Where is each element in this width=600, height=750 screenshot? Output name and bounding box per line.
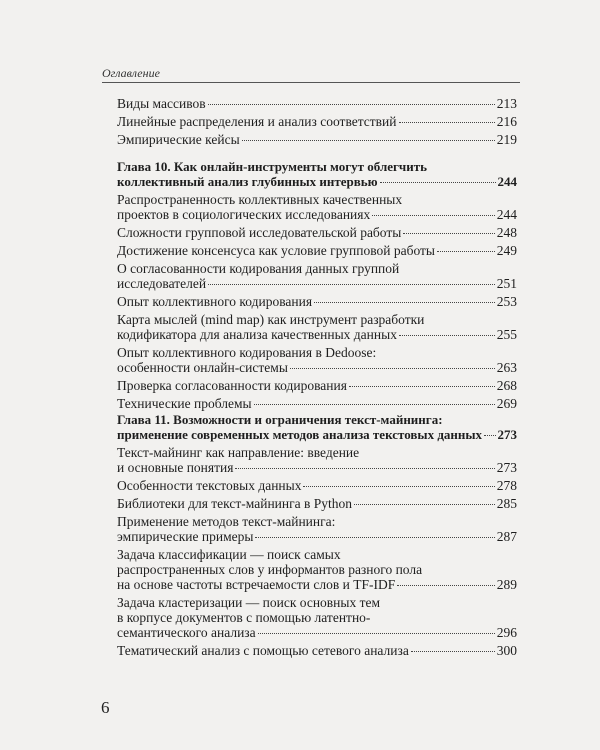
toc-entry-title: и основные понятия	[117, 460, 234, 475]
toc-entry-title: Глава 11. Возможности и ограничения текст-майнинга:	[117, 412, 443, 427]
toc-entry-title: Достижение консенсуса как условие групповой работы	[117, 243, 435, 258]
toc-entry-line	[117, 577, 517, 592]
dot-leader	[403, 233, 494, 234]
toc-page-number: 244	[497, 174, 517, 189]
toc-page-number: 269	[496, 396, 517, 411]
toc-entry	[117, 595, 517, 640]
toc-entry-title: Задача кластеризации — поиск основных тем	[117, 595, 381, 610]
toc-entry-title: Тематический анализ с помощью сетевого анализа	[117, 643, 409, 658]
toc-entry	[117, 294, 517, 309]
dot-leader	[372, 215, 495, 216]
toc-entry	[117, 96, 517, 111]
toc-entry-title: Особенности текстовых данных	[117, 478, 302, 493]
toc-entry-title: проектов в социологических исследованиях	[117, 207, 371, 222]
toc-entry-title: применение современных методов анализа текстовых данных	[117, 427, 483, 442]
toc-page-number: 244	[496, 207, 517, 222]
toc-page-number: 216	[496, 114, 517, 129]
dot-leader	[354, 504, 495, 505]
toc-entry-line	[117, 460, 517, 475]
toc-page-number: 213	[496, 96, 517, 111]
toc-entry-title: Сложности групповой исследовательской работы	[117, 225, 402, 240]
dot-leader	[235, 468, 494, 469]
dot-leader	[208, 284, 495, 285]
toc-entry-title: Глава 10. Как онлайн-инструменты могут облегчить	[117, 159, 427, 174]
toc-entry-line	[117, 345, 517, 360]
toc-entry-title: Распространенность коллективных качественных	[117, 192, 403, 207]
dot-leader	[397, 585, 495, 586]
toc-entry-title: особенности онлайн-системы	[117, 360, 288, 375]
toc-entry	[117, 445, 517, 475]
toc-page-number: 285	[496, 496, 517, 511]
toc-entry-title: Применение методов текст-майнинга:	[117, 514, 336, 529]
dot-leader	[208, 104, 495, 105]
toc-entry-line	[117, 312, 517, 327]
dot-leader	[399, 335, 495, 336]
toc-entry-line	[117, 159, 517, 174]
toc-entry	[117, 396, 517, 411]
dot-leader	[399, 122, 495, 123]
dot-leader	[380, 182, 496, 183]
toc-entry-line	[117, 96, 517, 111]
toc-block	[117, 96, 517, 150]
toc-entry-line	[117, 562, 517, 577]
toc-page-number: 268	[496, 378, 517, 393]
toc-entry-line	[117, 595, 517, 610]
toc-entry-line	[117, 192, 517, 207]
toc-chapter-entry	[117, 412, 517, 442]
toc-entry-line	[117, 243, 517, 258]
dot-leader	[242, 140, 495, 141]
toc-page-number: 296	[496, 625, 517, 640]
toc-entry-title: Библиотеки для текст-майнинга в Python	[117, 496, 353, 511]
toc-entry-line	[117, 294, 517, 309]
toc-entry-title: Технические проблемы	[117, 396, 252, 411]
toc-page-number: 289	[496, 577, 517, 592]
toc-page-number: 287	[496, 529, 517, 544]
toc-entry-title: Опыт коллективного кодирования	[117, 294, 313, 309]
toc-page-number: 273	[497, 427, 517, 442]
toc-page-number: 249	[496, 243, 517, 258]
dot-leader	[255, 537, 494, 538]
toc-page-number: 273	[496, 460, 517, 475]
toc-page-number: 263	[496, 360, 517, 375]
toc-entry-title: кодификатора для анализа качественных данных	[117, 327, 397, 342]
toc-entry-title: Линейные распределения и анализ соответствий	[117, 114, 397, 129]
toc-entry-title: Текст-майнинг как направление: введение	[117, 445, 360, 460]
toc-page-number: 300	[496, 643, 517, 658]
toc-entry	[117, 643, 517, 658]
dot-leader	[314, 302, 495, 303]
toc-entry-line	[117, 132, 517, 147]
toc-entry	[117, 478, 517, 493]
dot-leader	[303, 486, 494, 487]
toc-entry	[117, 261, 517, 291]
toc-entry-title: распространенных слов у информантов разного пола	[117, 562, 423, 577]
toc-entry-title: коллективный анализ глубинных интервью	[117, 174, 378, 189]
dot-leader	[349, 386, 495, 387]
toc-page-number: 251	[496, 276, 517, 291]
toc-entry	[117, 114, 517, 129]
page-number: 6	[101, 698, 110, 717]
toc-entry	[117, 192, 517, 222]
toc-entry-line	[117, 276, 517, 291]
toc-page-number: 219	[496, 132, 517, 147]
toc-entry-title: семантического анализа	[117, 625, 256, 640]
toc-entry-line	[117, 478, 517, 493]
toc-entry-line	[117, 378, 517, 393]
toc-entry-line	[117, 360, 517, 375]
toc-entry-title: Проверка согласованности кодирования	[117, 378, 347, 393]
dot-leader	[254, 404, 495, 405]
toc-entry	[117, 514, 517, 544]
dot-leader	[290, 368, 495, 369]
toc-entry-line	[117, 625, 517, 640]
toc-block	[117, 412, 517, 661]
running-title: Оглавление	[102, 66, 160, 80]
toc-entry-title: Эмпирические кейсы	[117, 132, 240, 147]
toc-entry	[117, 378, 517, 393]
toc-page-number: 253	[496, 294, 517, 309]
toc-entry	[117, 547, 517, 592]
toc-entry-title: О согласованности кодирования данных группой	[117, 261, 400, 276]
toc-entry-line	[117, 496, 517, 511]
toc-entry-line	[117, 643, 517, 658]
toc-entry-line	[117, 207, 517, 222]
toc-entry-line	[117, 547, 517, 562]
toc-entry-title: на основе частоты встречаемости слов и TF-IDF	[117, 577, 396, 592]
toc-entry-title: Виды массивов	[117, 96, 206, 111]
toc-entry-title: Опыт коллективного кодирования в Dedoose:	[117, 345, 377, 360]
toc-entry	[117, 243, 517, 258]
toc-entry-line	[117, 114, 517, 129]
toc-entry	[117, 345, 517, 375]
dot-leader	[258, 633, 495, 634]
toc-entry-line	[117, 610, 517, 625]
toc-entry	[117, 132, 517, 147]
dot-leader	[437, 251, 495, 252]
toc-page-number: 255	[496, 327, 517, 342]
toc-entry-title: в корпусе документов с помощью латентно-	[117, 610, 371, 625]
toc-entry-title: исследователей	[117, 276, 207, 291]
toc-entry	[117, 312, 517, 342]
toc-entry-line	[117, 445, 517, 460]
toc-entry-line	[117, 396, 517, 411]
toc-entry-line	[117, 529, 517, 544]
toc-entry-title: эмпирические примеры	[117, 529, 254, 544]
toc-entry-line	[117, 327, 517, 342]
dot-leader	[484, 435, 495, 436]
toc-entry-line	[117, 514, 517, 529]
toc-entry-line	[117, 261, 517, 276]
toc-entry-title: Задача классификации — поиск самых	[117, 547, 341, 562]
toc-entry-line	[117, 412, 517, 427]
toc-page-number: 278	[496, 478, 517, 493]
toc-entry	[117, 496, 517, 511]
toc-entry-line	[117, 427, 517, 442]
toc-entry	[117, 225, 517, 240]
toc-entry-line	[117, 225, 517, 240]
toc-chapter-entry	[117, 159, 517, 189]
header-rule	[102, 82, 520, 83]
dot-leader	[411, 651, 495, 652]
toc-entry-title: Карта мыслей (mind map) как инструмент разработки	[117, 312, 425, 327]
toc-entry-line	[117, 174, 517, 189]
toc-block	[117, 159, 517, 414]
toc-page-number: 248	[496, 225, 517, 240]
